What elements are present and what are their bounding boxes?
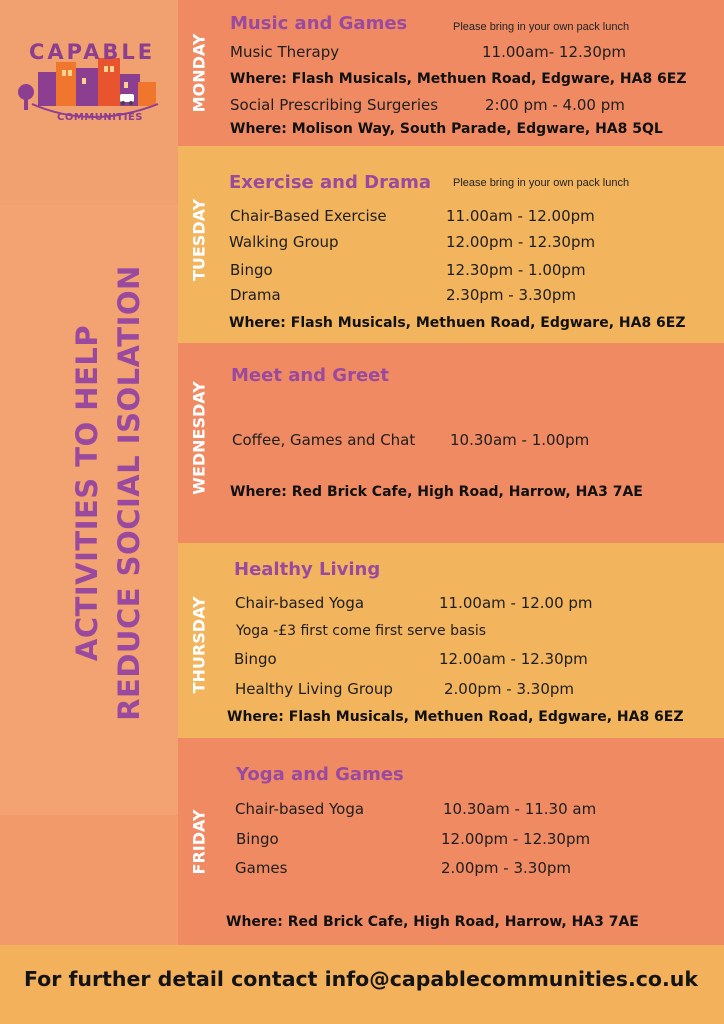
activity-name: Chair-based Yoga: [235, 800, 365, 818]
activity-time: 12.00am - 12.30pm: [439, 650, 588, 668]
activity-name: Chair-based Yoga: [235, 594, 365, 612]
activity-time: 2:00 pm - 4.00 pm: [485, 96, 625, 114]
day-label-thursday: THURSDAY: [189, 596, 209, 694]
sidebar-bottom-band: [0, 815, 178, 945]
activity-name: Music Therapy: [230, 43, 340, 61]
activity-name: Healthy Living Group: [235, 680, 393, 698]
friday-section: [178, 738, 724, 945]
contact-info: For further detail contact info@capablecommunities.co.uk: [24, 967, 698, 991]
headline: [25, 195, 175, 795]
wednesday-title: Meet and Greet: [231, 365, 389, 386]
tuesday-title: Exercise and Drama: [229, 172, 431, 193]
activity-time: 2.00pm - 3.30pm: [441, 859, 572, 877]
logo-subtitle: COMMUNITIES: [56, 112, 144, 123]
capable-communities-logo: [12, 38, 172, 138]
wednesday-where: Where: Red Brick Cafe, High Road, Harrow, HA3 7AE: [230, 484, 643, 500]
activity-name: Bingo: [230, 261, 273, 279]
activity-time: 12.00pm - 12.30pm: [441, 830, 591, 848]
left-sidebar: [0, 0, 178, 945]
activity-name: Drama: [230, 286, 281, 304]
activity-name: Walking Group: [229, 233, 339, 251]
tuesday-where: Where: Flash Musicals, Methuen Road, Edgware, HA8 6EZ: [229, 315, 686, 331]
activity-time: 10.30am - 1.00pm: [450, 431, 590, 449]
thursday-where: Where: Flash Musicals, Methuen Road, Edgware, HA8 6EZ: [227, 709, 684, 725]
friday-title: Yoga and Games: [236, 764, 404, 785]
activity-time: 2.00pm - 3.30pm: [444, 680, 575, 698]
monday-section: [178, 0, 724, 146]
activity-time: 2.30pm - 3.30pm: [446, 286, 577, 304]
activity-name: Bingo: [234, 650, 277, 668]
tuesday-section: [178, 146, 724, 343]
monday-title: Music and Games: [230, 13, 408, 34]
thursday-title: Healthy Living: [234, 559, 381, 580]
day-label-monday: MONDAY: [189, 33, 209, 113]
monday-where-1: Where: Flash Musicals, Methuen Road, Edgware, HA8 6EZ: [230, 71, 687, 87]
footer: [0, 945, 724, 1024]
headline-line2: REDUCE SOCIAL ISOLATION: [112, 265, 146, 721]
monday-note: Please bring in your own pack lunch: [453, 21, 630, 33]
monday-where-2: Where: Molison Way, South Parade, Edgware, HA8 5QL: [230, 121, 663, 137]
activity-time: 11.00am - 12.00pm: [446, 207, 595, 225]
activity-time: 10.30am - 11.30 am: [443, 800, 597, 818]
activity-name: Social Prescribing Surgeries: [230, 96, 439, 114]
activity-name: Games: [235, 859, 288, 877]
day-label-wednesday: WEDNESDAY: [189, 381, 209, 495]
wednesday-section: [178, 343, 724, 543]
activity-time: 12.00pm - 12.30pm: [446, 233, 596, 251]
thursday-section: [178, 543, 724, 738]
activity-name: Bingo: [236, 830, 279, 848]
activity-time: 12.30pm - 1.00pm: [446, 261, 586, 279]
day-label-friday: FRIDAY: [189, 809, 209, 875]
friday-where: Where: Red Brick Cafe, High Road, Harrow, HA3 7AE: [226, 914, 639, 930]
day-label-tuesday: TUESDAY: [189, 198, 209, 282]
activity-time: 11.00am- 12.30pm: [482, 43, 627, 61]
activity-time: 11.00am - 12.00 pm: [439, 594, 593, 612]
logo-title: CAPABLE: [28, 40, 156, 64]
tuesday-note: Please bring in your own pack lunch: [453, 177, 630, 189]
activity-name: Coffee, Games and Chat: [232, 431, 416, 449]
activity-name: Yoga -£3 first come first serve basis: [236, 623, 487, 639]
activity-name: Chair-Based Exercise: [230, 207, 387, 225]
headline-line1: ACTIVITIES TO HELP: [70, 324, 104, 662]
